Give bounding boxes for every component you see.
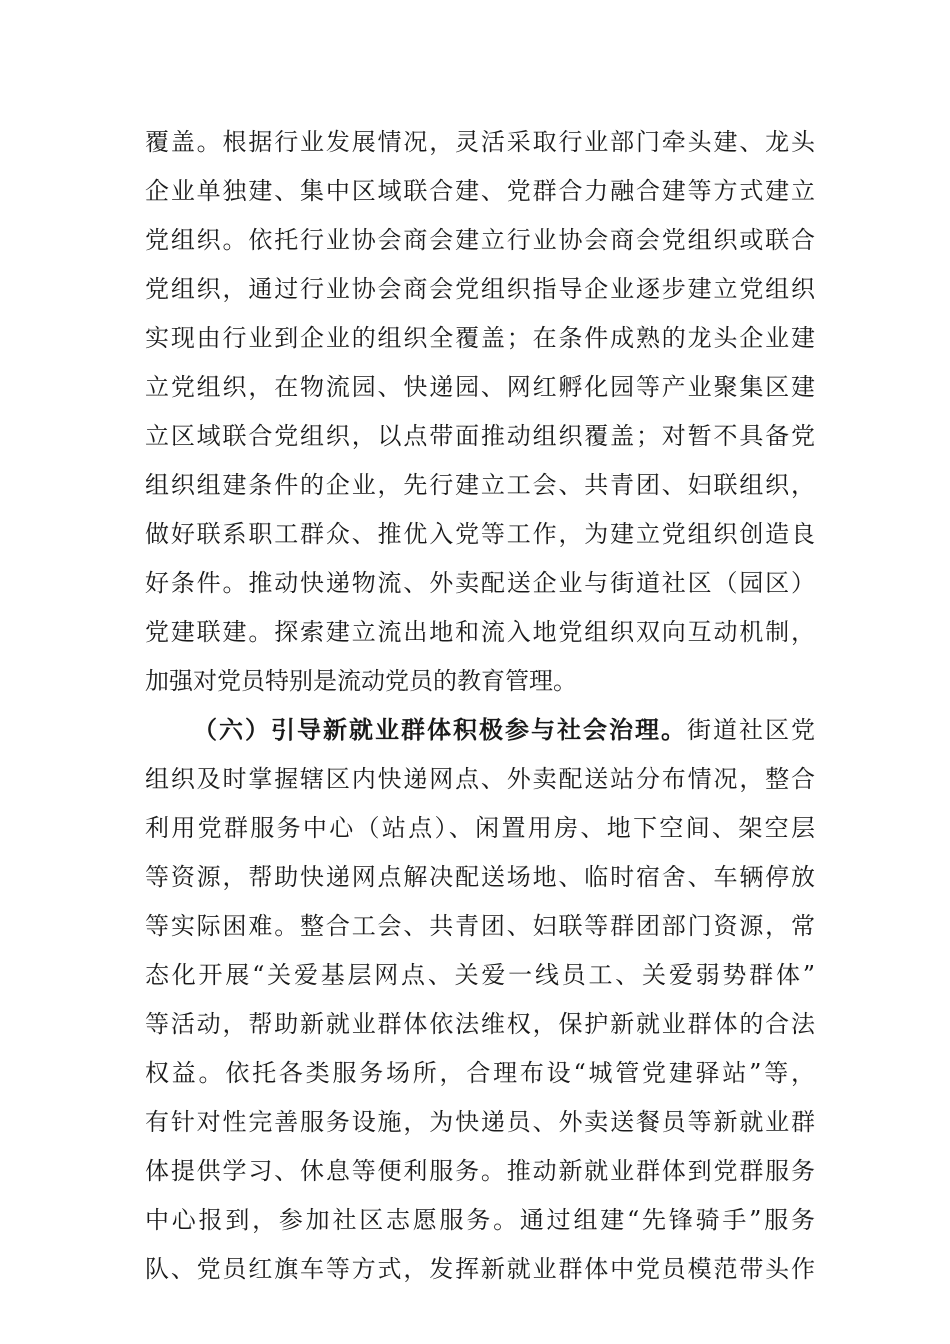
text-line: 好条件。推动快递物流、外卖配送企业与街道社区（园区） — [145, 569, 815, 597]
text-line: 做好联系职工群众、推优入党等工作，为建立党组织创造良 — [145, 520, 815, 548]
section-heading: （六）引导新就业群体积极参与社会治理。 — [193, 716, 687, 744]
text-line: 党组织，通过行业协会商会党组织指导企业逐步建立党组织 — [145, 275, 815, 303]
paragraph — [145, 706, 815, 1294]
text-line: 中心报到，参加社区志愿服务。通过组建“先锋骑手”服务 — [145, 1206, 815, 1234]
text-line: 等资源，帮助快递网点解决配送场地、临时宿舍、车辆停放 — [145, 863, 815, 891]
text-line: 实现由行业到企业的组织全覆盖；在条件成熟的龙头企业建 — [145, 324, 815, 352]
text-line: 立区域联合党组织，以点带面推动组织覆盖；对暂不具备党 — [145, 422, 815, 450]
text-line: 体提供学习、休息等便利服务。推动新就业群体到党群服务 — [145, 1157, 815, 1185]
text-line: 党组织。依托行业协会商会建立行业协会商会党组织或联合 — [145, 226, 815, 254]
text-line: 利用党群服务中心（站点）、闲置用房、地下空间、架空层 — [145, 814, 815, 842]
text-line — [145, 706, 815, 755]
text-line: 等实际困难。整合工会、共青团、妇联等群团部门资源，常 — [145, 912, 815, 940]
text-line: 权益。依托各类服务场所，合理布设“城管党建驿站”等， — [145, 1059, 815, 1087]
text-line: 队、党员红旗车等方式，发挥新就业群体中党员模范带头作 — [145, 1255, 815, 1283]
text-line: 覆盖。根据行业发展情况，灵活采取行业部门牵头建、龙头 — [145, 128, 815, 156]
text-run: 街道社区党 — [687, 716, 815, 744]
text-line: 组织及时掌握辖区内快递网点、外卖配送站分布情况，整合 — [145, 765, 815, 793]
paragraph — [145, 118, 815, 706]
text-line: 态化开展“关爱基层网点、关爱一线员工、关爱弱势群体” — [145, 961, 815, 989]
text-line: 有针对性完善服务设施，为快递员、外卖送餐员等新就业群 — [145, 1108, 815, 1136]
text-line: 组织组建条件的企业，先行建立工会、共青团、妇联组织， — [145, 471, 815, 499]
text-line: 企业单独建、集中区域联合建、党群合力融合建等方式建立 — [145, 177, 815, 205]
text-line: 加强对党员特别是流动党员的教育管理。 — [145, 667, 577, 695]
text-line: 党建联建。探索建立流出地和流入地党组织双向互动机制， — [145, 618, 815, 646]
document-body — [145, 118, 815, 1294]
text-line: 立党组织，在物流园、快递园、网红孵化园等产业聚集区建 — [145, 373, 815, 401]
text-line: 等活动，帮助新就业群体依法维权，保护新就业群体的合法 — [145, 1010, 815, 1038]
